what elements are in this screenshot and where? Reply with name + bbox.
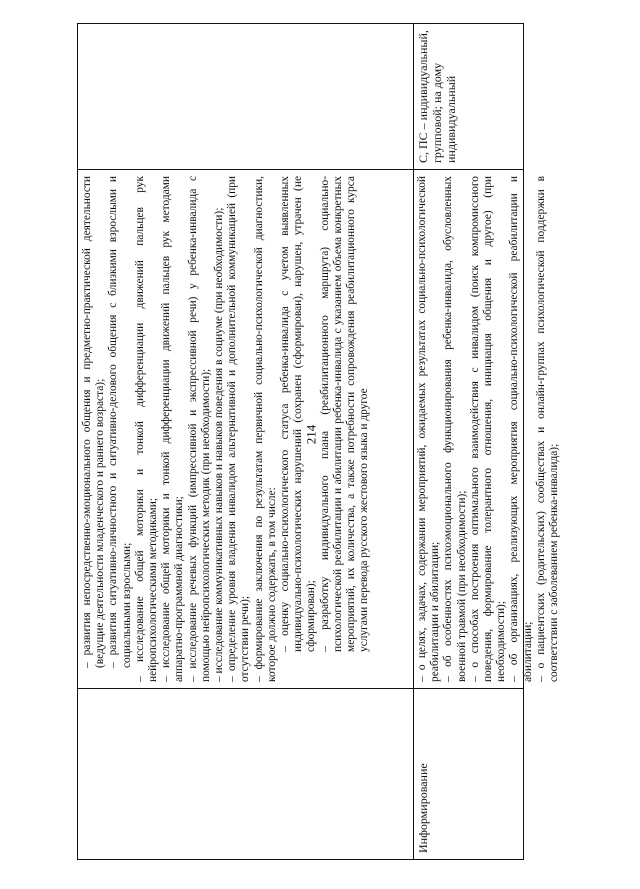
list-item: – исследование общей моторики и тонкой дифференциации движений пальцев рук нейропсихологическими методиками;: [133, 176, 160, 682]
table-cell-form-empty: [78, 22, 413, 169]
list-item: – об организациях, реализующих мероприятия социально-психологической реабилитации и абилитации;: [508, 176, 534, 682]
list-item: – формирование заключения по результатам первичной социально-психологической диагностики, которое должно содержать, в том числе:: [252, 176, 278, 682]
service-label-informing: Информирование: [416, 763, 430, 853]
service-table: [77, 23, 561, 860]
list-item: – развития непосредственно-эмоционального общения и предметно-практической деятельности (ведущие деятельности младенческого и раннего возраста);: [81, 176, 107, 668]
list-item: – о целях, задачах, содержании мероприятий, ожидаемых результатах социально-психологической реабилитации и абилитации;: [416, 176, 442, 682]
form-informing: С, ПС – индивидуальный, групповой; на дому индивидуальный: [416, 30, 458, 163]
list-item: – развития ситуативно-личностного и ситуативно-делового общения с близкими взрослыми и социальными взрослыми;: [107, 176, 133, 668]
table-column-form: [78, 22, 523, 169]
list-item: – исследование речевых функций (импрессивной и экспрессивной речи) у ребенка-инвалида с помощью нейропсихологических методик (при необходимости);: [186, 176, 212, 682]
list-item: – о способах построения оптимального взаимодействия с инвалидом (поиск компромиссного поведения, формирование толерантного отношения, инициация общения и другое) (при необходимости);: [468, 176, 508, 682]
page-number: 214: [303, 424, 319, 445]
list-item: – исследование коммуникативных навыков и навыков поведения в социуме (при необходимости);: [213, 207, 226, 682]
table-column-service: [78, 689, 523, 859]
table-column-content: [78, 169, 561, 689]
list-item: – исследование общей моторики и тонкой дифференциации движений пальцев рук методами аппаратно-программной диагностики;: [160, 176, 186, 682]
list-item: – определение уровня владения инвалидом альтернативной и дополнительной коммуникацией (при отсутствии речи);: [226, 176, 252, 682]
content-diagnostics: [78, 170, 413, 688]
row-divider: [413, 24, 414, 859]
list-item: – об особенностях психоэмоционального функционирования ребенка-инвалида, обусловленных военной травмой (при необходимости);: [442, 176, 468, 682]
content-informing: [413, 170, 561, 688]
list-item: – разработку индивидуального плана (реабилитационного маршрута) социально-психологической реабилитации и абилитации ребенка-инвалида с указанием объема конкретных мероприятий, их количества, а также потребности сопровождения реабилитационного курса услугами перевода русского жестового языка и другое: [318, 176, 371, 652]
list-item: – о пациентских (родительских) сообществах и онлайн-группах психологической поддержки в соответствии с заболеванием ребенка-инвалида);: [534, 176, 561, 682]
table-cell-service-empty: [78, 689, 413, 859]
list-item: – оценку социально-психологического статуса ребенка-инвалида с учетом выявленных индивидуально-психологических нарушений (сохранен (сформирован), нарушен, утрачен (не сформирован);: [279, 176, 318, 652]
